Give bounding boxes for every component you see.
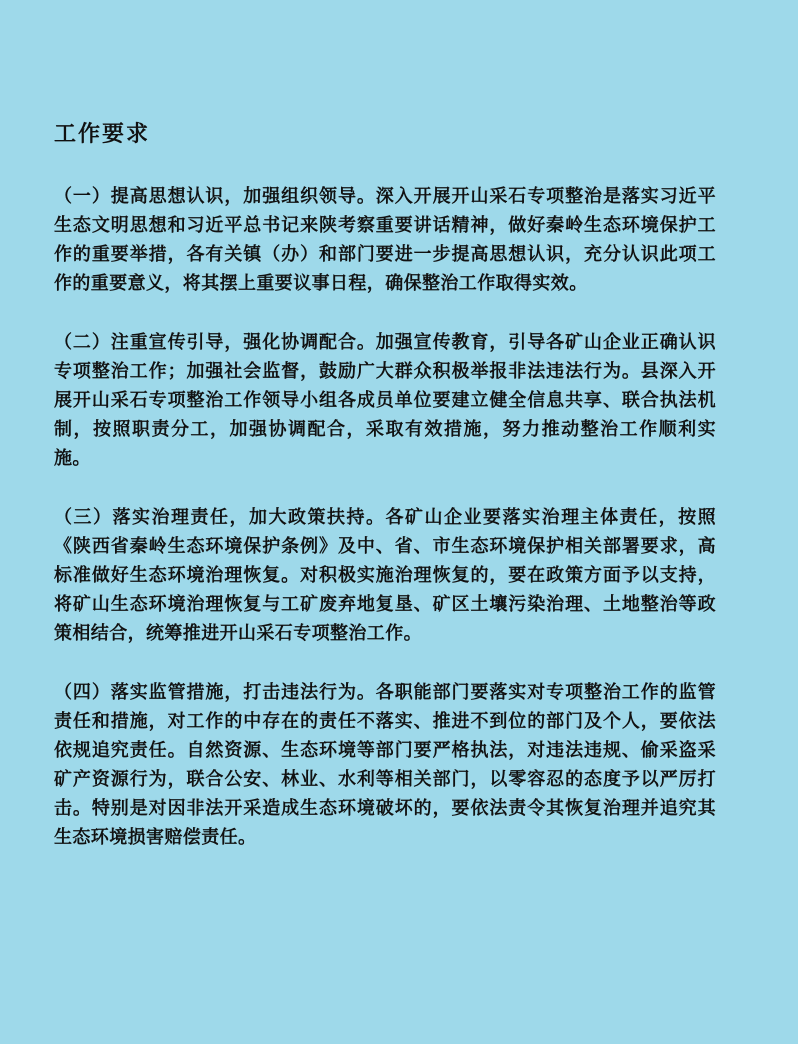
requirement-paragraph-2: （二）注重宣传引导，强化协调配合。加强宣传教育，引导各矿山企业正确认识专项整治工作；加强社会监督，鼓励广大群众积极举报非法违法行为。县深入开展开山采石专项整治工作领导小组各成员单位要建立健全信息共享、联合执法机制，按照职责分工，加强协调配合，采取有效措施，努力推动整治工作顺利实施。 [54,332,716,469]
requirement-paragraph-3: （三）落实治理责任，加大政策扶持。各矿山企业要落实治理主体责任，按照《陕西省秦岭生态环境保护条例》及中、省、市生态环境保护相关部署要求，高标准做好生态环境治理恢复。对积极实施治理恢复的，要在政策方面予以支持，将矿山生态环境治理恢复与工矿废弃地复垦、矿区土壤污染治理、土地整治等政策相结合，统筹推进开山采石专项整治工作。 [54,507,716,644]
document-title: 工作要求 [54,121,151,147]
requirement-paragraph-1: （一）提高思想认识，加强组织领导。深入开展开山采石专项整治是落实习近平生态文明思想和习近平总书记来陕考察重要讲话精神，做好秦岭生态环境保护工作的重要举措，各有关镇（办）和部门要进一步提高思想认识，充分认识此项工作的重要意义，将其摆上重要议事日程，确保整治工作取得实效。 [54,186,716,294]
document-page [54,118,716,852]
requirement-paragraph-4: （四）落实监管措施，打击违法行为。各职能部门要落实对专项整治工作的监管责任和措施，对工作的中存在的责任不落实、推进不到位的部门及个人，要依法依规追究责任。自然资源、生态环境等部门要严格执法，对违法违规、偷采盗采矿产资源行为，联合公安、林业、水利等相关部门，以零容忍的态度予以严厉打击。特别是对因非法开采造成生态环境破坏的，要依法责令其恢复治理并追究其生态环境损害赔偿责任。 [54,682,716,848]
